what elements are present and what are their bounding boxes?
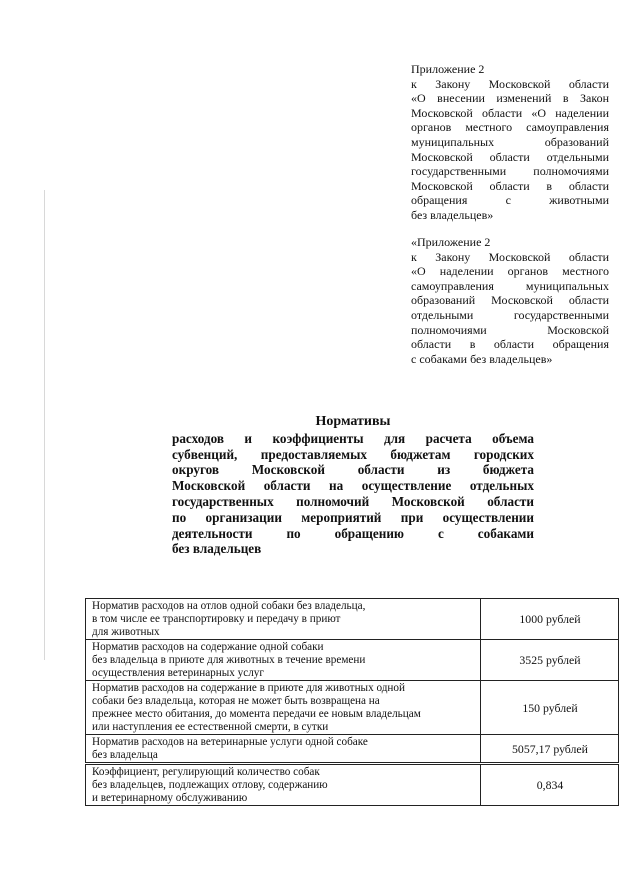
norm-description-line: Норматив расходов на отлов одной собаки без владельца,	[92, 600, 366, 612]
norm-description-line: или наступления ее естественной смерти, в сутки	[92, 721, 329, 733]
annex-line: полномочиями Московской	[411, 322, 609, 337]
heading-line: деятельности по обращению с собаками	[172, 525, 534, 541]
document-heading	[172, 414, 534, 557]
norm-description-line: без владельца	[92, 749, 158, 761]
annex-line: обращения с животными	[411, 193, 609, 208]
norm-description-line: и ветеринарному обслуживанию	[92, 792, 248, 804]
norm-description-line: Норматив расходов на ветеринарные услуги одной собаке	[92, 736, 368, 748]
norm-description-line: собаки без владельца, которая не может быть возвращена на	[92, 695, 380, 707]
heading-line: Московской области на осуществление отдельных	[172, 478, 534, 494]
annex-line: Приложение 2	[411, 62, 485, 76]
heading-line: расходов и коэффициенты для расчета объема	[172, 430, 534, 446]
annex-heading-current	[411, 62, 609, 223]
norm-value: 0,834	[481, 764, 619, 806]
annex-line: к Закону Московской области	[411, 249, 609, 264]
annex-line: образований Московской области	[411, 293, 609, 308]
norm-value: 5057,17 рублей	[481, 735, 619, 764]
annex-line: самоуправления муниципальных	[411, 278, 609, 293]
norm-description-line: Коэффициент, регулирующий количество собак	[92, 766, 320, 778]
annex-line: области в области обращения	[411, 337, 609, 352]
norm-description	[86, 599, 481, 640]
norms-table	[85, 598, 619, 806]
annex-line: органов местного самоуправления	[411, 120, 609, 135]
annex-line: Московской области отдельными	[411, 149, 609, 164]
norm-description-line: Норматив расходов на содержание одной собаки	[92, 641, 324, 653]
annex-line: без владельцев»	[411, 207, 494, 222]
table-row	[86, 640, 619, 681]
norm-value: 150 рублей	[481, 681, 619, 735]
heading-line: округов Московской области из бюджета	[172, 462, 534, 478]
table-row	[86, 681, 619, 735]
annex-line: Московской области «О наделении	[411, 105, 609, 120]
norm-description	[86, 681, 481, 735]
norm-description	[86, 764, 481, 806]
annex-line: к Закону Московской области	[411, 76, 609, 91]
norm-description	[86, 735, 481, 764]
norm-description-line: прежнее место обитания, до момента передачи ее новым владельцам	[92, 708, 421, 720]
norm-description-line: для животных	[92, 626, 160, 638]
document-title: Нормативы	[315, 414, 391, 429]
norm-description-line: без владельца в приюте для животных в течение времени	[92, 654, 366, 666]
table-row	[86, 599, 619, 640]
annex-line: «О наделении органов местного	[411, 264, 609, 279]
table-row	[86, 735, 619, 764]
heading-line: государственных полномочий Московской области	[172, 493, 534, 509]
heading-line: без владельцев	[172, 541, 262, 557]
heading-line: по организации мероприятий при осуществлении	[172, 509, 534, 525]
norm-description-line: в том числе ее транспортировку и передачу в приют	[92, 613, 341, 625]
annex-line: «О внесении изменений в Закон	[411, 91, 609, 106]
annex-line: муниципальных образований	[411, 134, 609, 149]
norm-description-line: Норматив расходов на содержание в приюте для животных одной	[92, 682, 405, 694]
page-margin-line	[44, 190, 45, 660]
norm-description	[86, 640, 481, 681]
annex-line: с собаками без владельцев»	[411, 351, 553, 366]
annex-line: Московской области в области	[411, 178, 609, 193]
norm-description-line: без владельцев, подлежащих отлову, содержанию	[92, 779, 328, 791]
annex-heading-previous	[411, 235, 609, 366]
annex-line: государственными полномочиями	[411, 164, 609, 179]
table-row	[86, 764, 619, 806]
annex-line: отдельными государственными	[411, 307, 609, 322]
norm-value: 3525 рублей	[481, 640, 619, 681]
norm-value: 1000 рублей	[481, 599, 619, 640]
heading-line: субвенций, предоставляемых бюджетам городских	[172, 446, 534, 462]
norm-description-line: осуществления ветеринарных услуг	[92, 667, 264, 679]
annex-line: «Приложение 2	[411, 235, 491, 249]
